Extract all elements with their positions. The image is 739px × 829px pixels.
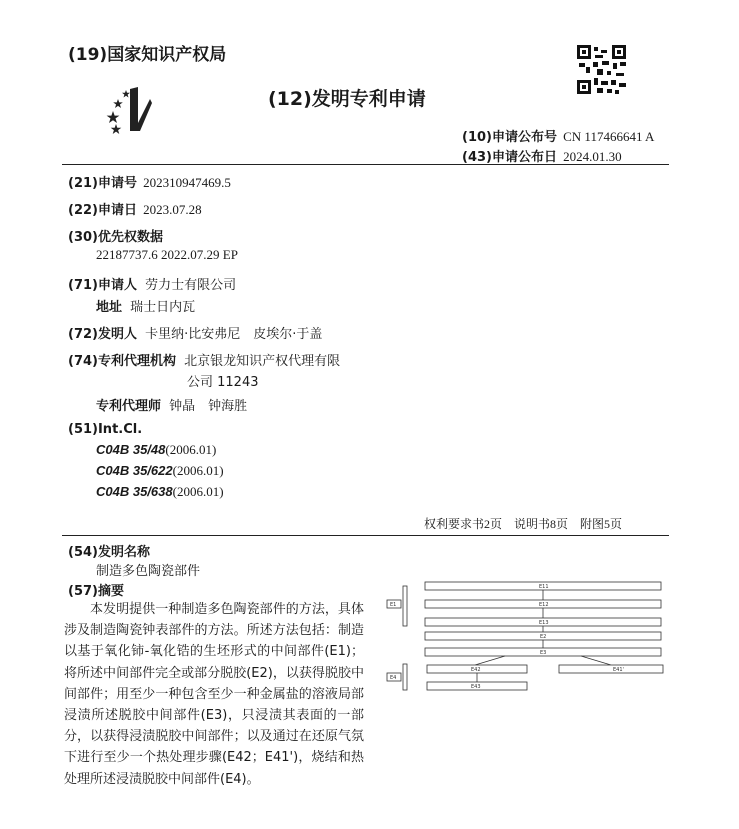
logo-mark xyxy=(130,87,152,131)
step-e41p-box xyxy=(559,665,663,673)
address xyxy=(96,296,195,315)
intcl-label: (51)Int.Cl. xyxy=(68,422,143,437)
step-e12-label: E12 xyxy=(539,602,549,608)
cnipa-logo xyxy=(104,85,154,137)
intcl-entry xyxy=(96,484,224,500)
group-e1-bracket xyxy=(403,586,407,626)
logo-star-3 xyxy=(122,90,130,98)
publication-number-value: CN 117466641 A xyxy=(563,129,655,144)
publication-date-value: 2024.01.30 xyxy=(563,149,622,164)
process-flow-diagram xyxy=(385,578,675,698)
patent-agents-value: 钟晶 钟海胜 xyxy=(169,399,248,414)
applicant-value: 劳力士有限公司 xyxy=(145,278,237,293)
invention-title: 制造多色陶瓷部件 xyxy=(96,564,201,579)
intcl-entry xyxy=(96,442,216,458)
application-number-value: 202310947469.5 xyxy=(143,175,231,190)
patent-agency-label: (74)专利代理机构 xyxy=(68,354,176,369)
intcl-code: C04B 35/622 xyxy=(96,463,173,478)
arrow-e3-e42 xyxy=(475,656,505,665)
header-divider xyxy=(62,164,669,165)
group-e4-label: E4 xyxy=(390,675,397,681)
publication-date-label: (43)申请公布日 xyxy=(462,150,557,165)
publication-number xyxy=(462,126,654,145)
application-date xyxy=(68,199,202,218)
patent-agents xyxy=(96,395,247,414)
step-e42-label: E42 xyxy=(471,667,481,673)
step-e43-label: E43 xyxy=(471,684,481,690)
group-e4-bracket xyxy=(403,664,407,690)
publication-date xyxy=(462,146,622,165)
office-name: (19)国家知识产权局 xyxy=(68,45,227,65)
priority-label: (30)优先权数据 xyxy=(68,230,163,245)
logo-star-4 xyxy=(111,124,122,134)
intcl-version: (2006.01) xyxy=(172,484,224,499)
abstract-label: (57)摘要 xyxy=(68,584,124,599)
inventors xyxy=(68,323,322,342)
applicant-label: (71)申请人 xyxy=(68,278,137,293)
step-e13-label: E13 xyxy=(539,620,549,626)
invention-title-label: (54)发明名称 xyxy=(68,545,150,560)
inventors-label: (72)发明人 xyxy=(68,327,137,342)
intcl-version: (2006.01) xyxy=(165,442,217,457)
intcl-code: C04B 35/48 xyxy=(96,442,166,457)
abstract-paragraph: 本发明提供一种制造多色陶瓷部件的方法，具体涉及制造陶瓷钟表部件的方法。所述方法包括：制造以基于氧化铈-氧化锆的生坯形式的中间部件(E1)；将所述中间部件完全或部分脱胶(E2)，以获得脱胶中间部件；用至少一种包含至少一种金属盐的溶液局部浸渍所述脱胶中间部件(E3)，只浸渍其表面的一部分，以获得浸渍脱胶中间部件；以及通过在还原气氛下进行至少一个热处理步骤(E42；E41')，烧结和热处理所述浸渍脱胶中间部件(E4)。 xyxy=(64,602,364,787)
application-number-label: (21)申请号 xyxy=(68,176,137,191)
step-e3-label: E3 xyxy=(540,650,547,656)
step-e11-label: E11 xyxy=(539,584,549,590)
document-type: (12)发明专利申请 xyxy=(268,88,426,110)
publication-number-label: (10)申请公布号 xyxy=(462,130,557,145)
application-date-label: (22)申请日 xyxy=(68,203,137,218)
patent-agency-value-line1: 北京银龙知识产权代理有限 xyxy=(184,354,341,369)
qr-code xyxy=(577,45,626,94)
logo-star-1 xyxy=(107,111,120,123)
abstract-text xyxy=(64,599,364,790)
address-label: 地址 xyxy=(96,300,123,315)
arrow-e3-e41p xyxy=(581,656,611,665)
inventors-value: 卡里纳·比安弗尼 皮埃尔·于盖 xyxy=(145,327,323,342)
biblio-divider xyxy=(62,535,669,536)
group-e1-label: E1 xyxy=(390,602,397,608)
address-value: 瑞士日内瓦 xyxy=(130,300,196,315)
applicant xyxy=(68,274,236,293)
patent-agents-label: 专利代理师 xyxy=(96,399,162,414)
step-e2-label: E2 xyxy=(540,634,547,640)
step-e41p-label: E41' xyxy=(613,667,624,673)
page-counts: 权利要求书2页 说明书8页 附图5页 xyxy=(424,517,623,531)
patent-agency xyxy=(68,350,340,369)
intcl-code: C04B 35/638 xyxy=(96,484,173,499)
application-number xyxy=(68,172,231,191)
application-date-value: 2023.07.28 xyxy=(143,202,202,217)
priority-data: 22187737.6 2022.07.29 EP xyxy=(96,247,238,262)
intcl-entry xyxy=(96,463,224,479)
patent-agency-value-line2: 公司 11243 xyxy=(187,375,259,390)
intcl-version: (2006.01) xyxy=(172,463,224,478)
logo-star-2 xyxy=(113,99,123,108)
